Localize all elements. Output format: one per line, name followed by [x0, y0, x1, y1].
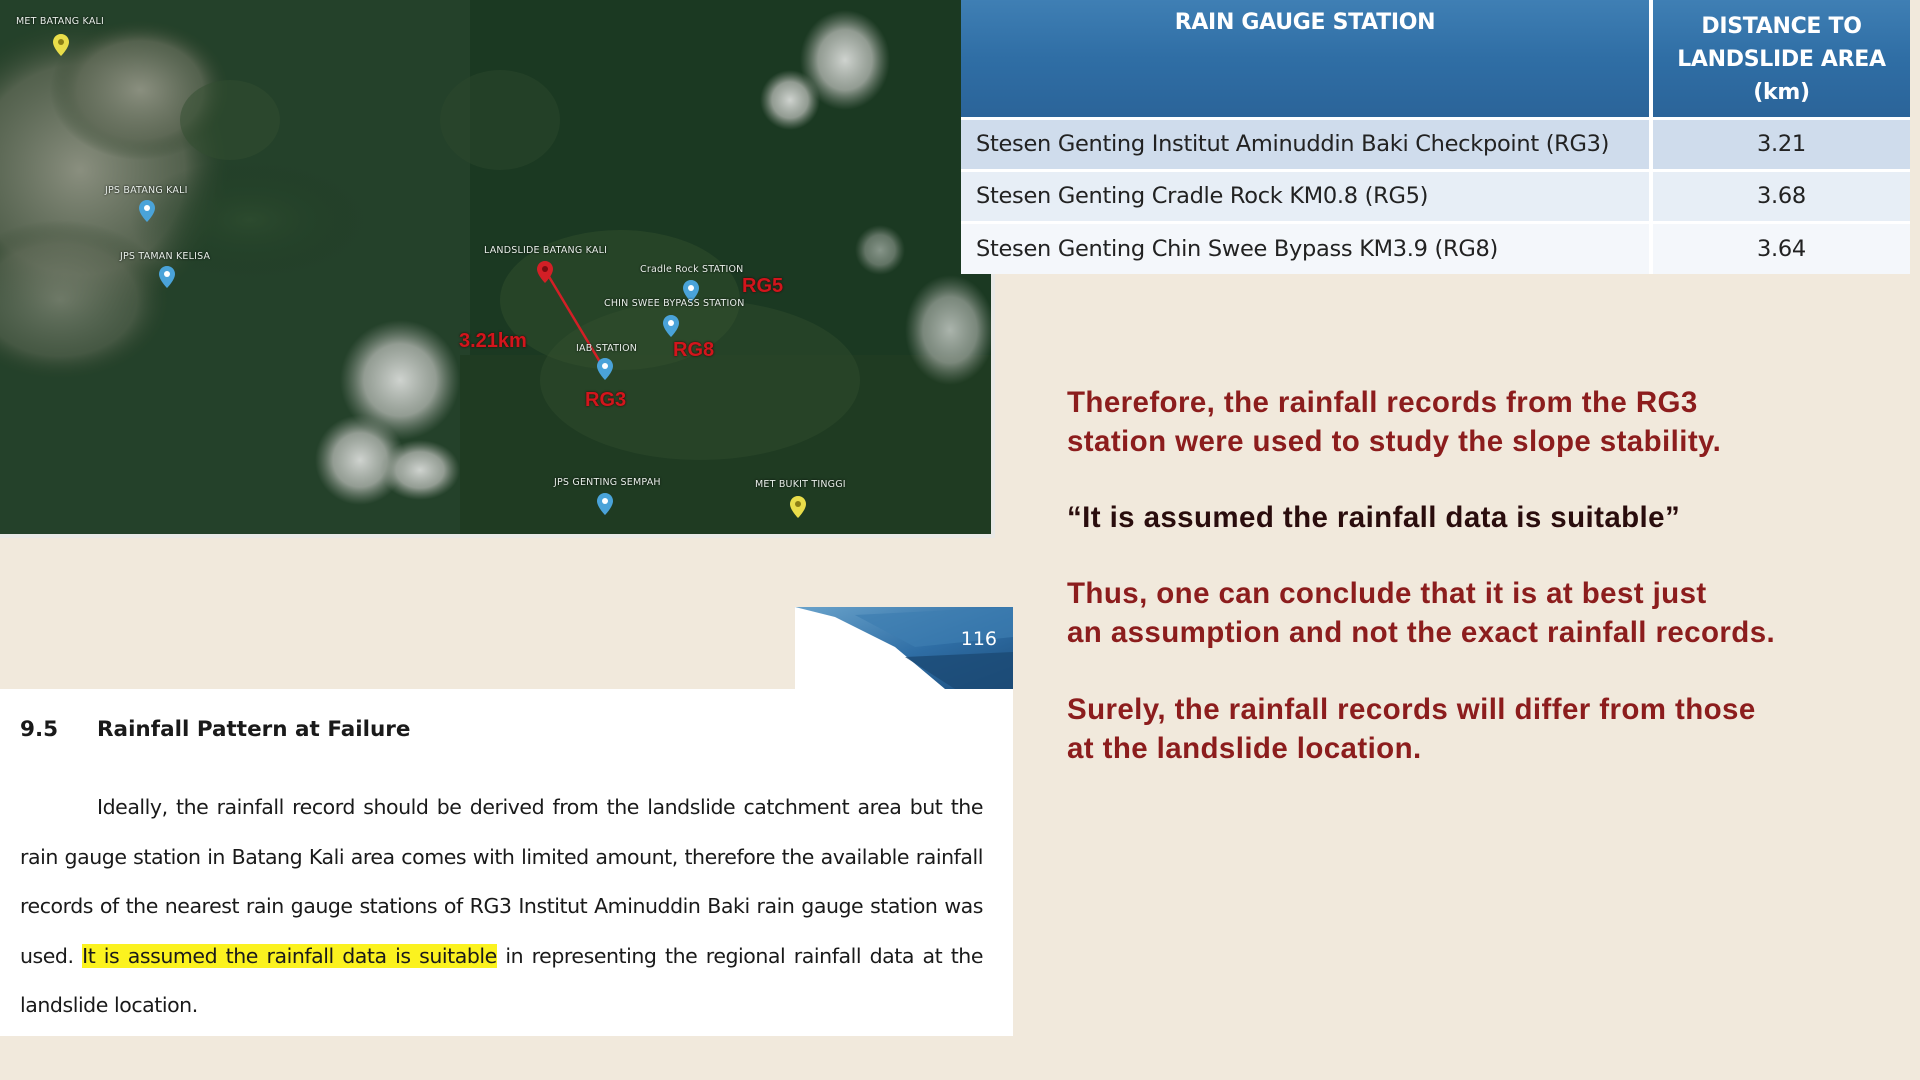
- rain-gauge-pin-icon[interactable]: [158, 265, 176, 289]
- section-title: Rainfall Pattern at Failure: [97, 717, 411, 742]
- note-differ: [1067, 690, 1897, 768]
- map-label-met-bukit-tinggi: MET BUKIT TINGGI: [755, 479, 846, 490]
- station-cell: Stesen Genting Chin Swee Bypass KM3.9 (RG8): [961, 222, 1651, 274]
- report-paragraph: [20, 783, 983, 1031]
- note-line: Therefore, the rainfall records from the RG3: [1067, 386, 1698, 419]
- note-line: station were used to study the slope stability.: [1067, 425, 1722, 458]
- section-number: 9.5: [20, 717, 59, 742]
- map-label-met-batang-kali: MET BATANG KALI: [16, 16, 105, 27]
- station-cell: Stesen Genting Institut Aminuddin Baki Checkpoint (RG3): [961, 118, 1651, 170]
- landslide-pin-icon[interactable]: [536, 260, 554, 284]
- highlighted-text: It is assumed the rainfall data is suitable: [82, 943, 497, 968]
- header-distance-line3: (km): [1753, 80, 1810, 105]
- station-cell: Stesen Genting Cradle Rock KM0.8 (RG5): [961, 170, 1651, 222]
- map-label-jps-batang-kali: JPS BATANG KALI: [105, 185, 188, 196]
- terrain-image: [0, 0, 995, 538]
- note-assumption: [1067, 574, 1897, 652]
- note-rg3-used: [1067, 383, 1897, 461]
- page-number-tab: [795, 607, 1013, 689]
- header-distance-line2: LANDSLIDE AREA: [1677, 47, 1886, 72]
- rain-gauge-pin-icon[interactable]: [596, 357, 614, 381]
- distance-cell: 3.68: [1651, 170, 1910, 222]
- header-station: RAIN GAUGE STATION: [961, 0, 1651, 118]
- rg8-annotation: RG8: [673, 339, 715, 361]
- note-line: an assumption and not the exact rainfall records.: [1067, 616, 1776, 649]
- note-quote: “It is assumed the rainfall data is suitable”: [1067, 501, 1681, 534]
- rain-gauge-table: [961, 0, 1910, 274]
- rain-gauge-pin-icon[interactable]: [662, 314, 680, 338]
- rain-gauge-pin-icon[interactable]: [596, 492, 614, 516]
- map-label-chin-swee: CHIN SWEE BYPASS STATION: [604, 298, 745, 309]
- header-distance: [1651, 0, 1910, 118]
- map-label-iab: IAB STATION: [576, 343, 638, 354]
- report-text: Ideally, the rainfall record should be derived from the landslide catchment area but the rain gauge station in Batang Kali area comes with limited amount, therefore the available rainfall records of the nearest rain gauge stations of RG3 Institut Aminuddin Baki rain gauge station was used.: [20, 795, 983, 968]
- note-line: Thus, one can conclude that it is at best just: [1067, 577, 1707, 610]
- distance-cell: 3.64: [1651, 222, 1910, 274]
- distance-cell: 3.21: [1651, 118, 1910, 170]
- table-header-row: [961, 0, 1910, 118]
- table-row: [961, 118, 1910, 170]
- table-row: [961, 170, 1910, 222]
- map-label-jps-taman-kelisa: JPS TAMAN KELISA: [120, 251, 211, 262]
- met-pin-icon[interactable]: [789, 495, 807, 519]
- met-pin-icon[interactable]: [52, 33, 70, 57]
- distance-annotation: 3.21km: [459, 330, 527, 352]
- header-distance-line1: DISTANCE TO: [1701, 14, 1862, 39]
- satellite-map: [0, 0, 995, 538]
- rg3-annotation: RG3: [585, 389, 627, 411]
- note-line: at the landslide location.: [1067, 732, 1422, 765]
- report-page: [0, 689, 1013, 1036]
- rain-gauge-pin-icon[interactable]: [138, 199, 156, 223]
- map-label-cradle-rock: Cradle Rock STATION: [640, 264, 744, 275]
- table-row: [961, 222, 1910, 274]
- rg5-annotation: RG5: [742, 275, 784, 297]
- map-label-landslide: LANDSLIDE BATANG KALI: [484, 245, 608, 256]
- map-label-jps-genting-sempah: JPS GENTING SEMPAH: [554, 477, 661, 488]
- report-text-end: in representing the regional rainfall data at the landslide location.: [20, 943, 983, 1018]
- page-number: 116: [960, 628, 997, 650]
- note-line: Surely, the rainfall records will differ from those: [1067, 693, 1756, 726]
